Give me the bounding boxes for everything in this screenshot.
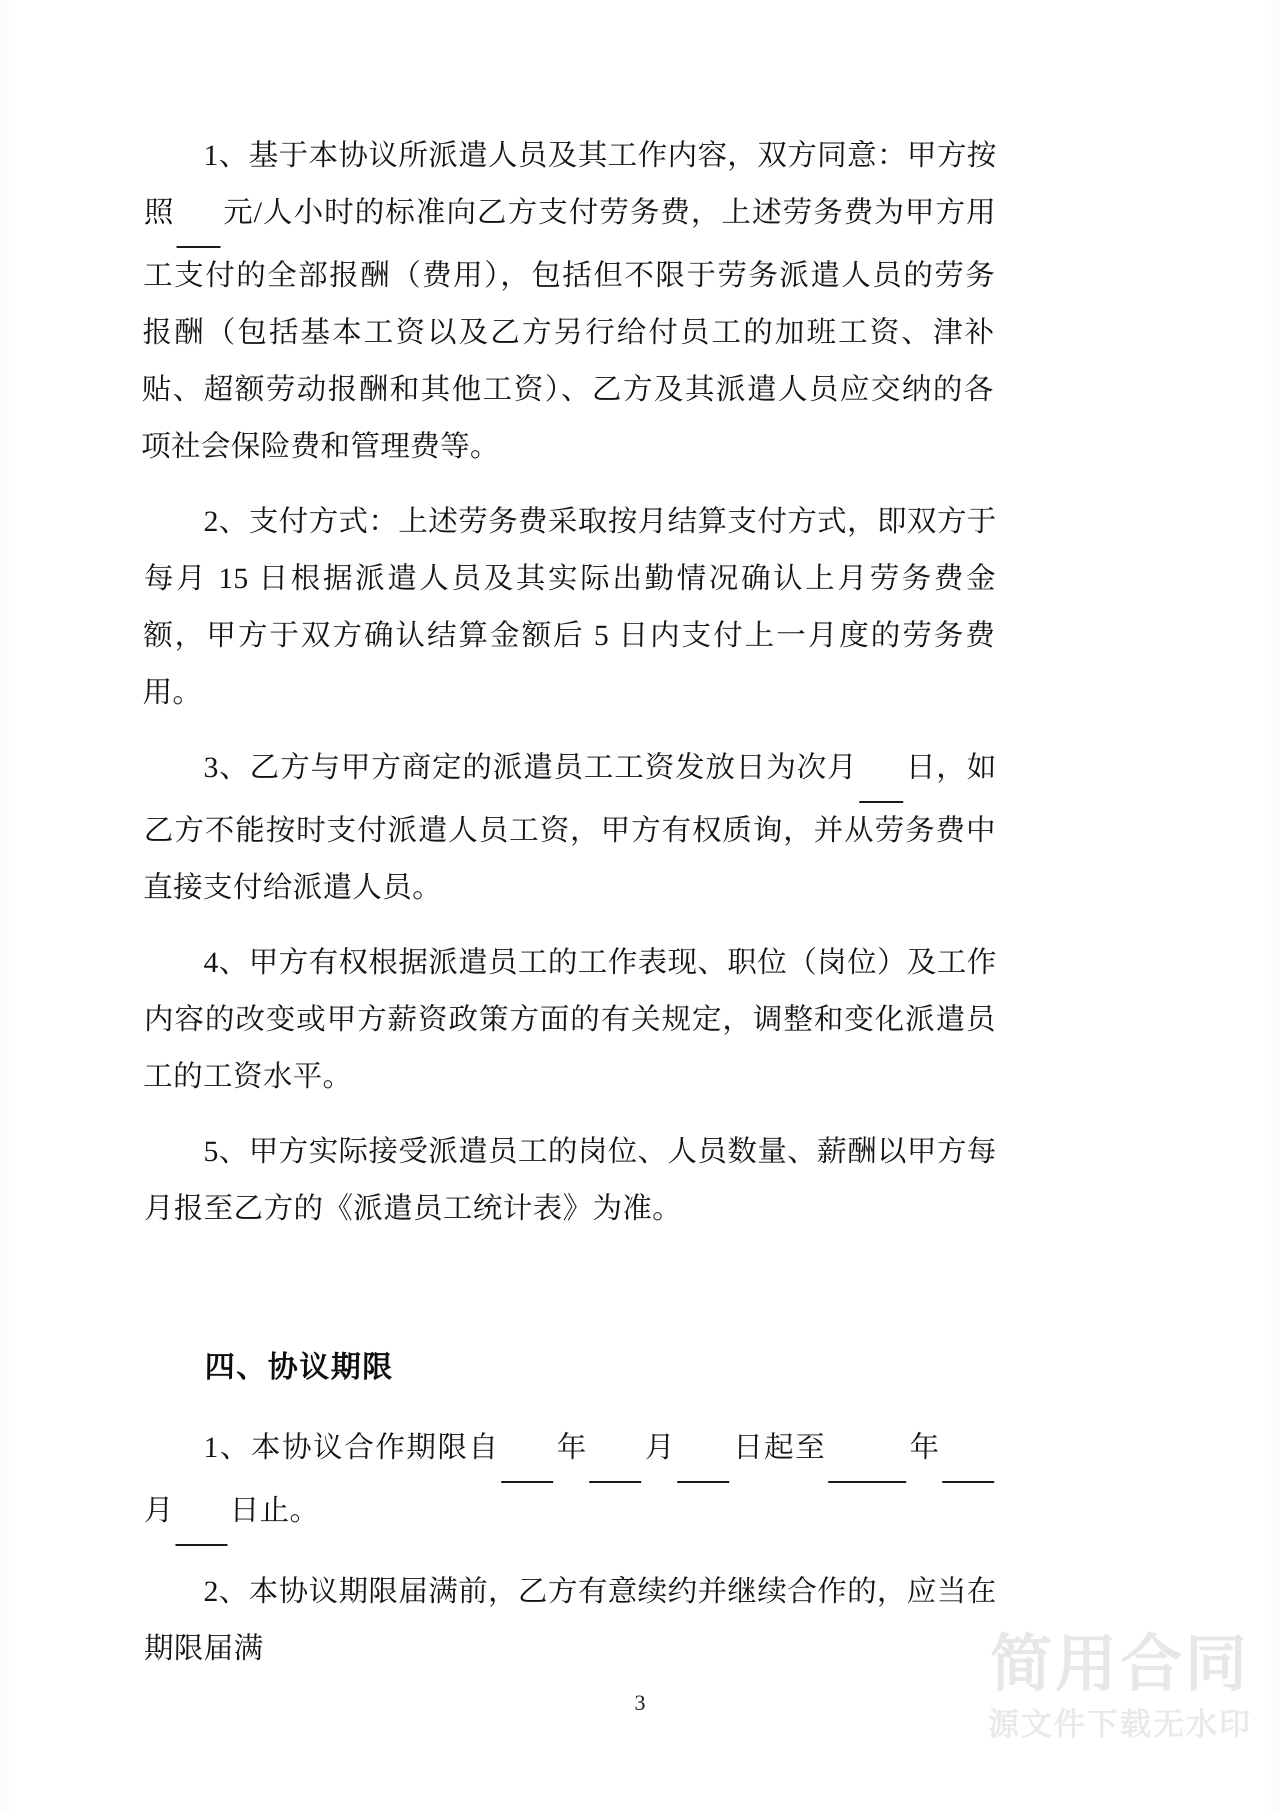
clause-text: 年 — [555, 1432, 589, 1464]
fill-in-blank[interactable] — [828, 1424, 907, 1483]
clause-text: 日起至 — [731, 1432, 827, 1464]
clause-text: 4、甲方有权根据派遣员工的工作表现、职位（岗位）及工作内容的改变或甲方薪资政策方面的有关规定，调整和变化派遣员工的工资水平。 — [143, 947, 997, 1093]
fill-in-blank[interactable] — [176, 189, 221, 248]
page-number: 3 — [634, 1690, 646, 1715]
watermark-main-text: 简用合同 — [989, 1629, 1250, 1699]
clause-text: 年 — [908, 1432, 941, 1464]
clause-paragraph — [144, 1124, 997, 1238]
agreement-term-clause-list — [145, 1420, 997, 1678]
clause-text: 日止。 — [229, 1495, 320, 1527]
fill-in-blank[interactable] — [589, 1424, 642, 1483]
watermark-sub-text: 源文件下载无水印 — [988, 1706, 1252, 1742]
clause-text: 日，如乙方不能按时支付派遣人员工资，甲方有权质询，并从劳务费中直接支付给派遣人员。 — [142, 752, 997, 904]
clause-text: 月 — [143, 1495, 174, 1527]
fill-in-blank[interactable] — [175, 1487, 228, 1546]
clause-paragraph — [143, 935, 997, 1106]
clause-text: 2、本协议期限届满前，乙方有意续约并继续合作的，应当在期限届满 — [143, 1576, 997, 1665]
clause-text: 3、乙方与甲方商定的派遣员工工资发放日为次月 — [203, 752, 858, 784]
section-spacer — [145, 1256, 997, 1342]
section-heading-agreement-term: 四、协议期限 — [204, 1351, 394, 1384]
clause-paragraph — [142, 494, 997, 722]
clause-paragraph — [143, 740, 997, 917]
clause-text: 元/人小时的标准向乙方支付劳务费，上述劳务费为甲方用工支付的全部报酬（费用），包括但不限于劳务派遣人员的劳务报酬（包括基本工资以及乙方另行给付员工的加班工资、津补贴、超额劳动报酬和其他工资）、乙方及其派遣人员应交纳的各项社会保险费和管理费等。 — [140, 197, 997, 463]
page-right-shade — [1264, 0, 1280, 1810]
document-body — [140, 128, 997, 1696]
fill-in-blank[interactable] — [501, 1424, 554, 1483]
clause-text: 2、支付方式：上述劳务费采取按月结算支付方式，即双方于每月 15 日根据派遣人员及其实际出勤情况确认上月劳务费金额，甲方于双方确认结算金额后 5 日内支付上一月度的劳务费用。 — [142, 506, 997, 709]
page-left-shade — [0, 0, 16, 1810]
numbered-clause-list — [140, 128, 997, 1238]
clause-paragraph — [143, 1420, 997, 1546]
clause-text: 1、本协议合作期限自 — [203, 1432, 500, 1464]
clause-paragraph — [144, 1564, 997, 1678]
clause-text: 月 — [643, 1432, 677, 1464]
clause-text: 1、基于本协议所派遣人员及其工作内容，双方同意：甲方按照 — [143, 140, 997, 229]
fill-in-blank[interactable] — [678, 1424, 731, 1483]
clause-paragraph — [141, 128, 997, 476]
fill-in-blank[interactable] — [859, 744, 904, 803]
clause-text: 5、甲方实际接受派遣员工的岗位、人员数量、薪酬以甲方每月报至乙方的《派遣员工统计表》为准。 — [143, 1136, 997, 1225]
fill-in-blank[interactable] — [942, 1424, 995, 1483]
